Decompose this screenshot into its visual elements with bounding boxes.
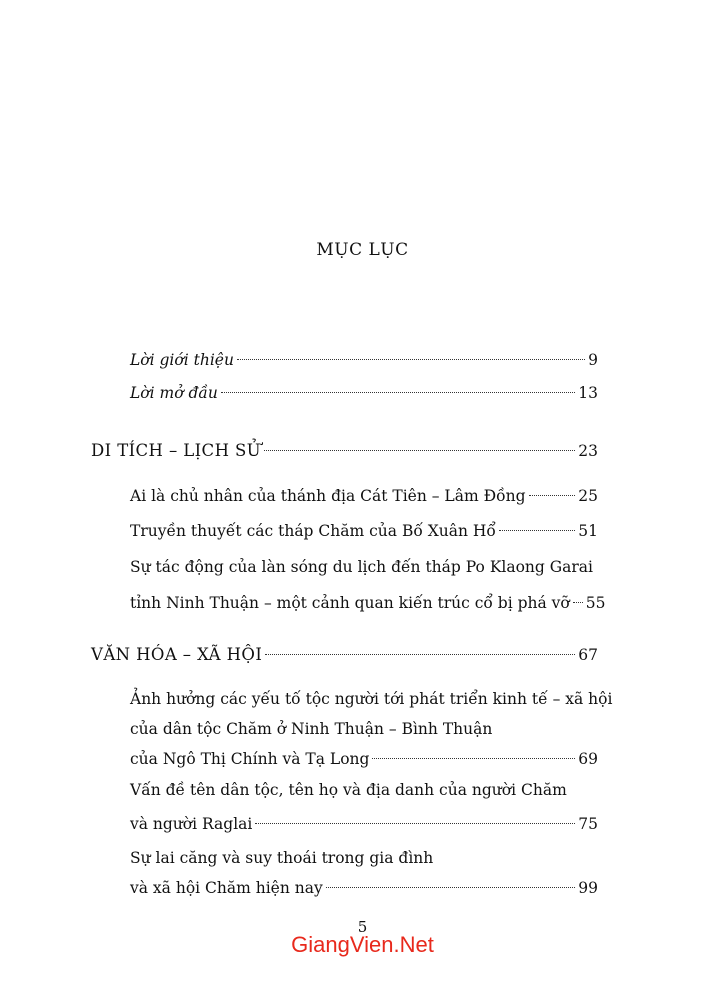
toc-page-number: 25: [578, 487, 598, 505]
dot-leader: [237, 359, 585, 360]
toc-entry-title-line: Ảnh hưởng các yếu tố tộc người tới phát triển kinh tế – xã hội: [130, 690, 613, 708]
toc-page-number: 9: [588, 351, 598, 369]
toc-page-number: 23: [578, 442, 598, 460]
toc-entry-ten-dan-toc[interactable]: [130, 775, 598, 839]
toc-entry-title: Lời giới thiệu: [130, 351, 234, 369]
toc-entry-title: và người Raglai: [130, 815, 253, 833]
dot-leader: [255, 823, 575, 824]
toc-entry-intro[interactable]: [130, 345, 598, 375]
toc-entry-title: Ai là chủ nhân của thánh địa Cát Tiên – Lâm Đồng: [130, 487, 526, 505]
toc-line: [91, 640, 598, 670]
toc-entry-anh-huong[interactable]: [130, 684, 613, 774]
toc-entry-title-line: của dân tộc Chăm ở Ninh Thuận – Bình Thuận: [130, 720, 493, 738]
page-title: MỤC LỤC: [316, 240, 409, 260]
dot-leader: [265, 654, 575, 655]
toc-page-number: 51: [578, 522, 598, 540]
toc-entry-bo-xuan-ho[interactable]: [130, 516, 598, 546]
toc-page-number: 69: [578, 750, 598, 768]
toc-line: [130, 588, 606, 618]
dot-leader: [499, 530, 575, 531]
toc-line: [130, 809, 598, 839]
toc-entry-title-line: Vấn đề tên dân tộc, tên họ và địa danh của người Chăm: [130, 781, 567, 799]
toc-entry-title: Lời mở đầu: [130, 384, 218, 402]
toc-entry-preface[interactable]: [130, 378, 598, 408]
toc-line: [130, 378, 598, 408]
toc-section-van-hoa-xa-hoi[interactable]: [91, 640, 598, 670]
dot-leader: [221, 392, 575, 393]
toc-entry-lai-cang[interactable]: [130, 843, 598, 903]
toc-entry-title: của Ngô Thị Chính và Tạ Long: [130, 750, 370, 768]
toc-section-di-tich-lich-su[interactable]: [91, 436, 598, 466]
dot-leader: [326, 887, 576, 888]
dot-leader: [529, 495, 576, 496]
toc-entry-title-line: Sự lai căng và suy thoái trong gia đình: [130, 849, 434, 867]
toc-entry-title: Truyền thuyết các tháp Chăm của Bố Xuân Hổ: [130, 522, 496, 540]
toc-line: [130, 516, 598, 546]
dot-leader: [264, 450, 575, 451]
toc-section-title: VĂN HÓA – XÃ HỘI: [91, 645, 263, 664]
toc-page-number: 99: [578, 879, 598, 897]
toc-page-number: 75: [578, 815, 598, 833]
toc-line: [130, 744, 598, 774]
toc-page-number: 55: [585, 594, 606, 612]
page-number: 5: [357, 918, 368, 936]
toc-page-number: 13: [578, 384, 598, 402]
toc-line: [130, 481, 598, 511]
toc-section-title: DI TÍCH – LỊCH SỬ: [91, 441, 262, 460]
dot-leader: [573, 602, 583, 603]
toc-entry-title-line: Sự tác động của làn sóng du lịch đến tháp Po Klaong Garai: [130, 558, 593, 576]
dot-leader: [372, 758, 575, 759]
toc-entry-title: tỉnh Ninh Thuận – một cảnh quan kiến trúc cổ bị phá vỡ: [130, 594, 570, 612]
toc-entry-cat-tien[interactable]: [130, 481, 598, 511]
watermark: GiangVien.Net: [291, 932, 434, 957]
toc-entry-title: và xã hội Chăm hiện nay: [130, 879, 323, 897]
toc-page-number: 67: [578, 646, 598, 664]
toc-entry-po-klaong-garai[interactable]: [130, 552, 606, 618]
toc-line: [130, 873, 598, 903]
toc-line: [130, 345, 598, 375]
toc-line: [91, 436, 598, 466]
